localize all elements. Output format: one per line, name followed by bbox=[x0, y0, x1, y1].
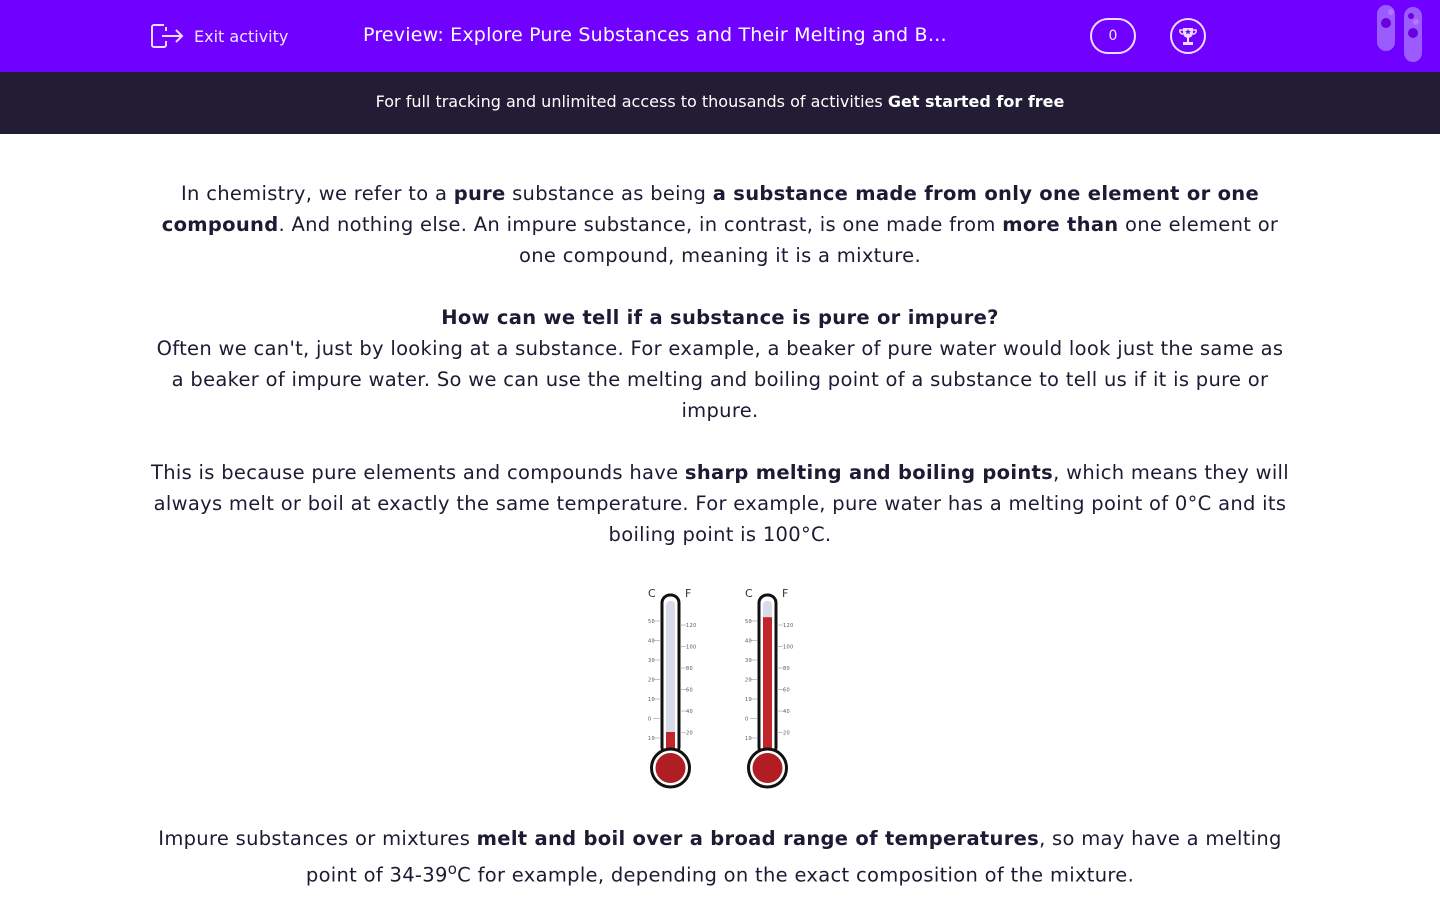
text-segment: . And nothing else. An impure substance, in contrast, is one made from bbox=[278, 213, 1003, 236]
thermometer-glass bbox=[666, 601, 675, 751]
celsius-tick-label: 20 bbox=[745, 677, 752, 684]
text-segment: one element or one compound, meaning it is a mixture. bbox=[519, 213, 1279, 267]
score-badge: 0 bbox=[1090, 18, 1136, 54]
celsius-tick-label: 10 bbox=[745, 736, 752, 742]
celsius-tick-label: 10 bbox=[648, 736, 655, 742]
exit-activity-button[interactable] bbox=[150, 22, 288, 50]
thermometers-image bbox=[150, 575, 1290, 795]
fahrenheit-tick-label: 100 bbox=[783, 644, 794, 651]
thermometer bbox=[648, 587, 696, 787]
text-segment: , which means they will always melt or boil at exactly the same temperature. For example, pure water has a melting point of 0°C and its boiling point is 100°C. bbox=[153, 461, 1289, 546]
celsius-tick-label: 10 bbox=[648, 697, 655, 703]
fahrenheit-tick-label: 120 bbox=[686, 623, 697, 629]
get-started-link[interactable]: Get started for free bbox=[887, 92, 1065, 111]
page-title: Preview: Explore Pure Substances and Their Melting and B… bbox=[363, 24, 947, 46]
banner-text: For full tracking and unlimited access to thousands of activities bbox=[375, 92, 888, 111]
bold-text: How can we tell if a substance is pure or impure? bbox=[441, 306, 999, 329]
paragraph-2 bbox=[150, 302, 1290, 426]
fahrenheit-tick-label: 20 bbox=[783, 730, 790, 737]
lesson-content bbox=[150, 134, 1290, 891]
fahrenheit-tick-label: 20 bbox=[686, 730, 693, 737]
celsius-tick-label: 10 bbox=[745, 697, 752, 703]
text-segment: o bbox=[447, 860, 458, 878]
paragraph-1 bbox=[150, 178, 1290, 271]
paragraph-3 bbox=[150, 457, 1290, 550]
fahrenheit-tick-label: 60 bbox=[686, 687, 693, 694]
exit-label: Exit activity bbox=[194, 26, 289, 46]
bold-text: sharp melting and boiling points bbox=[684, 461, 1054, 484]
celsius-tick-label: 50 bbox=[745, 619, 752, 625]
text-segment: , so may have a melting point of 34-39 bbox=[305, 827, 1282, 887]
celsius-tick-label: 0 bbox=[648, 716, 652, 723]
celsius-label: C bbox=[648, 587, 656, 600]
trophy-icon bbox=[1177, 25, 1199, 47]
bold-text: more than bbox=[1002, 213, 1119, 236]
celsius-tick-label: 30 bbox=[745, 658, 752, 664]
exit-icon bbox=[150, 22, 184, 50]
celsius-tick-label: 20 bbox=[648, 677, 655, 684]
text-segment: In chemistry, we refer to a bbox=[181, 182, 454, 205]
fahrenheit-tick-label: 60 bbox=[783, 687, 790, 694]
celsius-tick-label: 40 bbox=[648, 638, 655, 645]
fahrenheit-tick-label: 80 bbox=[783, 666, 790, 672]
text-segment: substance as being bbox=[505, 182, 713, 205]
fahrenheit-tick-label: 100 bbox=[686, 644, 697, 651]
fahrenheit-tick-label: 120 bbox=[783, 623, 794, 629]
thermometer-bulb bbox=[656, 753, 686, 783]
signup-banner bbox=[0, 72, 1440, 134]
bold-text: melt and boil over a broad range of temperatures bbox=[476, 827, 1040, 850]
celsius-tick-label: 50 bbox=[648, 619, 655, 625]
celsius-label: C bbox=[745, 587, 753, 600]
celsius-tick-label: 40 bbox=[745, 638, 752, 645]
celsius-tick-label: 0 bbox=[745, 716, 749, 723]
celsius-tick-label: 30 bbox=[648, 658, 655, 664]
trophy-button[interactable] bbox=[1170, 18, 1206, 54]
thermometers-illustration bbox=[630, 575, 810, 795]
fahrenheit-tick-label: 40 bbox=[686, 709, 693, 715]
thermometer bbox=[745, 587, 793, 787]
text-segment: This is because pure elements and compounds have bbox=[151, 461, 685, 484]
text-segment: C for example, depending on the exact composition of the mixture. bbox=[457, 863, 1135, 887]
fahrenheit-tick-label: 80 bbox=[686, 666, 693, 672]
paragraph-4 bbox=[150, 823, 1290, 891]
logo-icon bbox=[1376, 5, 1426, 63]
mercury-column bbox=[763, 617, 772, 751]
fahrenheit-label: F bbox=[685, 587, 692, 600]
top-bar bbox=[0, 0, 1440, 72]
text-segment: Often we can't, just by looking at a substance. For example, a beaker of pure water would look just the same as a beaker of impure water. So we can use the melting and boiling point of a substance to tell us if it is pure or impure. bbox=[156, 337, 1284, 422]
thermometer-bulb bbox=[753, 753, 783, 783]
fahrenheit-label: F bbox=[782, 587, 789, 600]
bold-text: pure bbox=[453, 182, 506, 205]
fahrenheit-tick-label: 40 bbox=[783, 709, 790, 715]
text-segment: Impure substances or mixtures bbox=[158, 827, 477, 850]
bold-text: a substance made from only one element or one compound bbox=[161, 182, 1259, 236]
